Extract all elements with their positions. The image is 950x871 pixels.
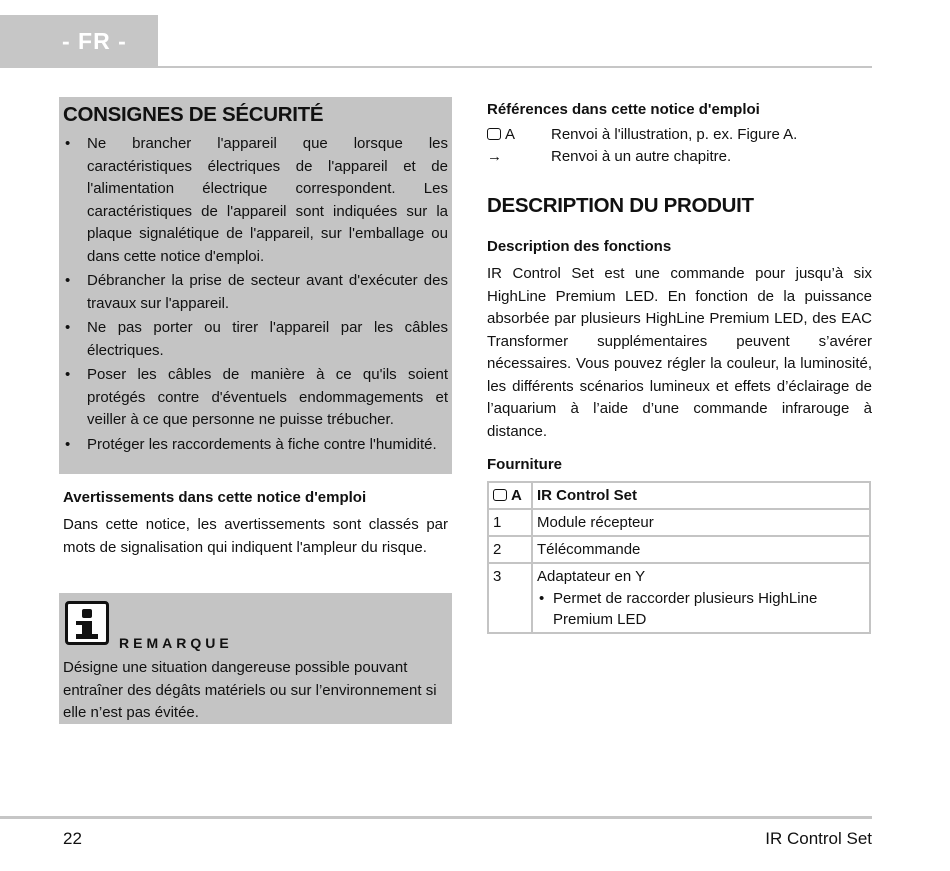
product-title: DESCRIPTION DU PRODUIT [487, 194, 754, 217]
table-header-row [488, 482, 870, 509]
list-item: • Poser les câbles de manière à ce qu'ils soient protégés contre d'éventuels endommagements et veiller à ce que personne ne puisse trébucher. [63, 364, 448, 432]
safety-section [59, 97, 452, 474]
list-item: • Ne brancher l'appareil que lorsque les caractéristiques électriques de l'appareil et de l'alimentation électrique correspondent. Les caractéristiques de l'appareil sont indiquées sur la plaque signalétique de l'appareil, sur l'emballage ou dans cette notice d'emploi. [63, 133, 448, 268]
language-tab: - FR - [0, 15, 158, 67]
safety-list [63, 133, 448, 456]
table-cell: 3 [488, 563, 532, 633]
reference-text: Renvoi à un autre chapitre. [551, 148, 732, 165]
table-cell: 2 [488, 536, 532, 563]
note-section [59, 593, 452, 724]
supply-heading: Fourniture [487, 456, 562, 473]
page-number: 22 [63, 829, 82, 848]
supply-table [487, 481, 871, 634]
list-item: • Permet de raccorder plusieurs HighLine Premium LED [537, 588, 865, 630]
table-cell: Module récepteur [532, 509, 870, 536]
note-text: Désigne une situation dangereuse possible pouvant entraîner des dégâts matériels ou sur l’environnement si elle n’est pas évitée. [63, 659, 437, 721]
footer-product-name: IR Control Set [765, 829, 872, 848]
table-row [488, 509, 870, 536]
table-cell: A [488, 482, 532, 509]
top-divider [0, 66, 872, 68]
table-cell [532, 563, 870, 633]
reference-text: Renvoi à l'illustration, p. ex. Figure A. [551, 126, 798, 143]
functions-text: IR Control Set est une commande pour jusqu’à six HighLine Premium LED. En fonction de la puissance absorbée par plusieurs HighLine Premium LED, des EAC Transformer supplémentaires peuvent s’avérer nécessaires. Vous pouvez régler la couleur, la luminosité, les différents scénarios lumineux et effets d’éclairage de l’aquarium à l’aide d’une commande infrarouge à distance. [487, 265, 872, 440]
warnings-heading: Avertissements dans cette notice d'emploi [63, 489, 367, 506]
table-cell: IR Control Set [532, 482, 870, 509]
table-cell: Télécommande [532, 536, 870, 563]
functions-heading: Description des fonctions [487, 238, 672, 255]
bottom-divider [0, 816, 872, 819]
table-item-text: Adaptateur en Y [537, 568, 646, 585]
references-heading: Références dans cette notice d'emploi [487, 101, 760, 118]
table-cell: 1 [488, 509, 532, 536]
safety-title: CONSIGNES DE SÉCURITÉ [63, 103, 324, 126]
list-item: • Débrancher la prise de secteur avant d'exécuter des travaux sur l'appareil. [63, 270, 448, 315]
warnings-text: Dans cette notice, les avertissements sont classés par mots de signalisation qui indiquent l'ampleur du risque. [63, 516, 448, 556]
table-row [488, 563, 870, 633]
figure-box-icon [493, 489, 507, 501]
reference-symbol: A [487, 126, 547, 143]
table-row [488, 536, 870, 563]
figure-box-icon [487, 128, 501, 140]
list-item: • Ne pas porter ou tirer l'appareil par les câbles électriques. [63, 317, 448, 362]
note-label: REMARQUE [119, 635, 233, 651]
arrow-right-icon: → [487, 148, 502, 165]
info-icon [65, 601, 109, 645]
list-item: • Protéger les raccordements à fiche contre l'humidité. [63, 434, 448, 457]
